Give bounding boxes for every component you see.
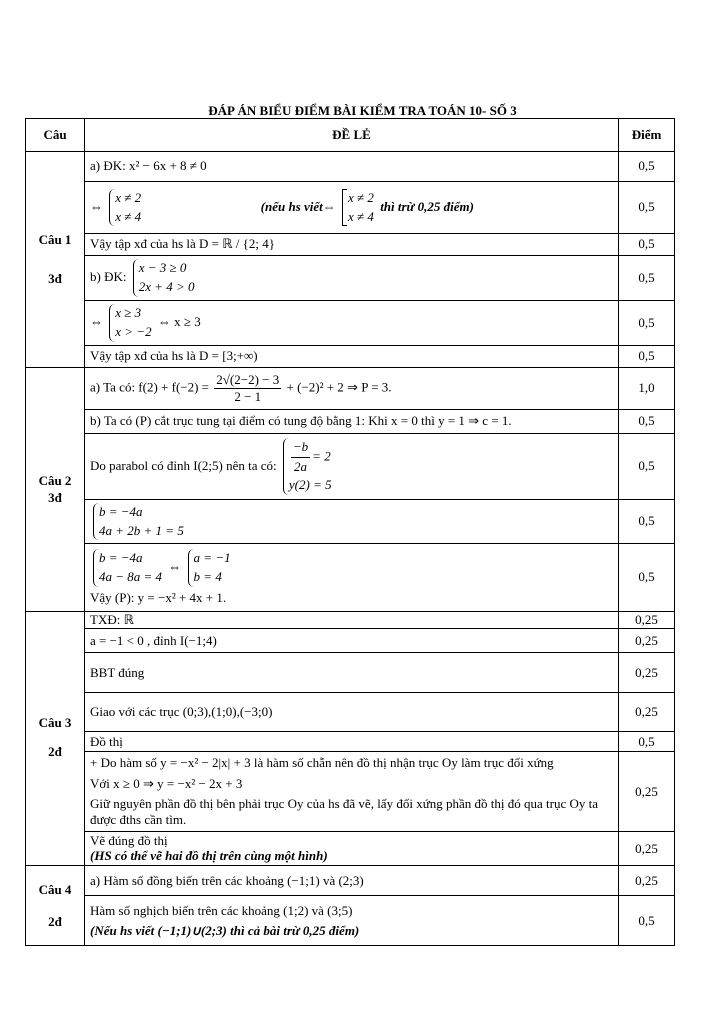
question-points: 2đ bbox=[48, 743, 62, 759]
system-line: x > −2 bbox=[115, 324, 152, 339]
question-cell bbox=[26, 152, 85, 368]
equation-system bbox=[283, 438, 332, 496]
system-line: b = −4a bbox=[99, 550, 143, 566]
equation-system bbox=[188, 549, 231, 587]
answer-cell bbox=[85, 301, 619, 346]
table-row bbox=[26, 434, 675, 500]
answer-cell: a) Hàm số đồng biến trên các khoảng (−1;1) và (2;3) bbox=[85, 866, 619, 896]
system-line: b = −4a bbox=[99, 503, 143, 519]
table-row bbox=[26, 866, 675, 896]
answer-cell: Đồ thị bbox=[85, 732, 619, 752]
system-line: x ≠ 4 bbox=[348, 208, 374, 224]
question-label: Câu 3 bbox=[38, 715, 72, 731]
system-line: 2x + 4 > 0 bbox=[138, 279, 195, 294]
condition-label: b) ĐK: bbox=[90, 268, 127, 284]
equation-system bbox=[109, 189, 141, 227]
page-title: ĐÁP ÁN BIỂU ĐIỂM BÀI KIỂM TRA TOÁN 10- SỐ 3 bbox=[208, 103, 517, 118]
equiv-symbol: ⇔ bbox=[90, 313, 103, 329]
equation-prefix: a) Ta có: f(2) + f(−2) = bbox=[90, 379, 210, 395]
system-line: x ≠ 2 bbox=[348, 189, 374, 205]
question-label: Câu 4 bbox=[38, 881, 72, 897]
system-line: 4a + 2b + 1 = 5 bbox=[99, 522, 184, 538]
answer-cell bbox=[85, 500, 619, 544]
answer-cell bbox=[85, 544, 619, 612]
score-cell: 1,0 bbox=[619, 368, 675, 410]
question-label: Câu 1 bbox=[38, 232, 72, 248]
fraction bbox=[214, 372, 281, 406]
note-text: (Nếu hs viết (−1;1)∪(2;3) thì cả bài trừ 0,25 điểm) bbox=[90, 922, 360, 938]
table-row bbox=[26, 896, 675, 946]
system-line: x ≠ 2 bbox=[115, 189, 142, 205]
table-row bbox=[26, 500, 675, 544]
table-row bbox=[26, 346, 675, 368]
header-row bbox=[26, 119, 675, 152]
equation-prefix: Do parabol có đỉnh I(2;5) nên ta có: bbox=[90, 457, 277, 473]
fraction bbox=[291, 438, 310, 477]
score-cell: 0,5 bbox=[619, 896, 675, 946]
answer-cell bbox=[85, 896, 619, 946]
score-cell: 0,5 bbox=[619, 346, 675, 368]
fraction-denominator: 2 − 1 bbox=[234, 389, 262, 404]
answer-cell bbox=[85, 256, 619, 301]
table-row bbox=[26, 629, 675, 653]
text-line: + Do hàm số y = −x² − 2|x| + 3 là hàm số chẵn nên đồ thị nhận trục Oy làm trục đối xứng bbox=[90, 755, 554, 771]
score-cell: 0,5 bbox=[619, 301, 675, 346]
system-line: = 2 bbox=[312, 448, 331, 464]
equation-system bbox=[133, 259, 195, 297]
header-cau: Câu bbox=[26, 119, 85, 152]
score-cell: 0,25 bbox=[619, 866, 675, 896]
question-cell bbox=[26, 368, 85, 612]
system-line: 4a − 8a = 4 bbox=[99, 568, 163, 584]
text-line: Vẽ đúng đồ thị bbox=[90, 832, 168, 848]
answer-cell: BBT đúng bbox=[85, 653, 619, 693]
score-cell: 0,25 bbox=[619, 612, 675, 629]
text-line: Giữ nguyên phần đồ thị bên phải trục Oy của hs đã vẽ, lấy đối xứng phần đồ thị đó qua trục Oy ta được đths cần tìm. bbox=[90, 795, 598, 827]
fraction-denominator: 2a bbox=[294, 458, 308, 474]
table-row bbox=[26, 544, 675, 612]
question-cell bbox=[26, 612, 85, 866]
text-line: Với x ≥ 0 ⇒ y = −x² − 2x + 3 bbox=[90, 775, 243, 791]
score-cell: 0,5 bbox=[619, 234, 675, 256]
text-line: Hàm số nghịch biến trên các khoảng (1;2) và (3;5) bbox=[90, 902, 353, 918]
equation-suffix: + (−2)² + 2 ⇒ P = 3. bbox=[286, 379, 392, 395]
score-cell: 0,5 bbox=[619, 500, 675, 544]
header-de: ĐỀ LẺ bbox=[85, 119, 619, 152]
answer-cell bbox=[85, 434, 619, 500]
question-label: Câu 2 bbox=[38, 473, 72, 489]
score-cell: 0,25 bbox=[619, 752, 675, 832]
note-text: thì trừ 0,25 điểm) bbox=[380, 198, 474, 214]
note-text: (HS có thể vẽ hai đồ thị trên cùng một hình) bbox=[90, 847, 328, 863]
answer-cell: a = −1 < 0 , đỉnh I(−1;4) bbox=[85, 629, 619, 653]
question-cell bbox=[26, 866, 85, 946]
answer-cell bbox=[85, 368, 619, 410]
fraction-numerator: −b bbox=[291, 438, 310, 458]
score-cell: 0,5 bbox=[619, 182, 675, 234]
equation-system bbox=[109, 304, 151, 342]
score-cell: 0,5 bbox=[619, 544, 675, 612]
equiv-symbol: ⇔ bbox=[90, 198, 103, 214]
question-points: 3đ bbox=[48, 270, 62, 286]
answer-cell: Vậy tập xđ của hs là D = ℝ / {2; 4} bbox=[85, 234, 619, 256]
score-cell: 0,25 bbox=[619, 693, 675, 732]
table-row bbox=[26, 256, 675, 301]
score-cell: 0,25 bbox=[619, 653, 675, 693]
system-line: x ≥ 3 bbox=[115, 305, 142, 321]
score-cell: 0,25 bbox=[619, 832, 675, 866]
equation-system bbox=[93, 503, 184, 541]
note-text: (nếu hs viết⇔ bbox=[260, 198, 336, 214]
score-cell: 0,5 bbox=[619, 434, 675, 500]
table-row bbox=[26, 152, 675, 182]
score-cell: 0,5 bbox=[619, 410, 675, 434]
table-row bbox=[26, 612, 675, 629]
fraction-numerator: 2√(2−2) − 3 bbox=[214, 372, 281, 389]
equation-result: ⇔ x ≥ 3 bbox=[157, 313, 201, 329]
answer-cell: a) ĐK: x² − 6x + 8 ≠ 0 bbox=[85, 152, 619, 182]
system-line: b = 4 bbox=[193, 568, 222, 584]
score-cell: 0,5 bbox=[619, 152, 675, 182]
answer-cell: b) Ta có (P) cắt trục tung tại điểm có tung độ bằng 1: Khi x = 0 thì y = 1 ⇒ c = 1. bbox=[85, 410, 619, 434]
table-row bbox=[26, 832, 675, 866]
table-row bbox=[26, 301, 675, 346]
answer-cell bbox=[85, 752, 619, 832]
score-cell: 0,5 bbox=[619, 732, 675, 752]
answer-cell: Vậy tập xđ của hs là D = [3;+∞) bbox=[85, 346, 619, 368]
answer-table bbox=[25, 118, 675, 946]
table-row bbox=[26, 182, 675, 234]
system-line: x − 3 ≥ 0 bbox=[138, 260, 187, 276]
table-row bbox=[26, 653, 675, 693]
table-row bbox=[26, 693, 675, 732]
score-cell: 0,5 bbox=[619, 256, 675, 301]
question-points: 2đ bbox=[48, 913, 62, 929]
system-line: x ≠ 4 bbox=[115, 208, 142, 224]
question-points: 3đ bbox=[48, 489, 62, 505]
table-row bbox=[26, 368, 675, 410]
system-line: y(2) = 5 bbox=[288, 477, 332, 493]
table-row bbox=[26, 410, 675, 434]
score-cell: 0,25 bbox=[619, 629, 675, 653]
equiv-symbol: ⇔ bbox=[168, 558, 182, 574]
equation-system bbox=[342, 189, 374, 227]
answer-cell bbox=[85, 182, 619, 234]
answer-cell: Giao với các trục (0;3),(1;0),(−3;0) bbox=[85, 693, 619, 732]
table-row bbox=[26, 234, 675, 256]
equation-system bbox=[93, 549, 162, 587]
answer-cell: TXĐ: ℝ bbox=[85, 612, 619, 629]
table-row bbox=[26, 732, 675, 752]
system-line: a = −1 bbox=[193, 550, 231, 566]
conclusion-text: Vậy (P): y = −x² + 4x + 1. bbox=[90, 589, 227, 605]
answer-cell bbox=[85, 832, 619, 866]
table-row bbox=[26, 752, 675, 832]
header-diem: Điểm bbox=[619, 119, 675, 152]
